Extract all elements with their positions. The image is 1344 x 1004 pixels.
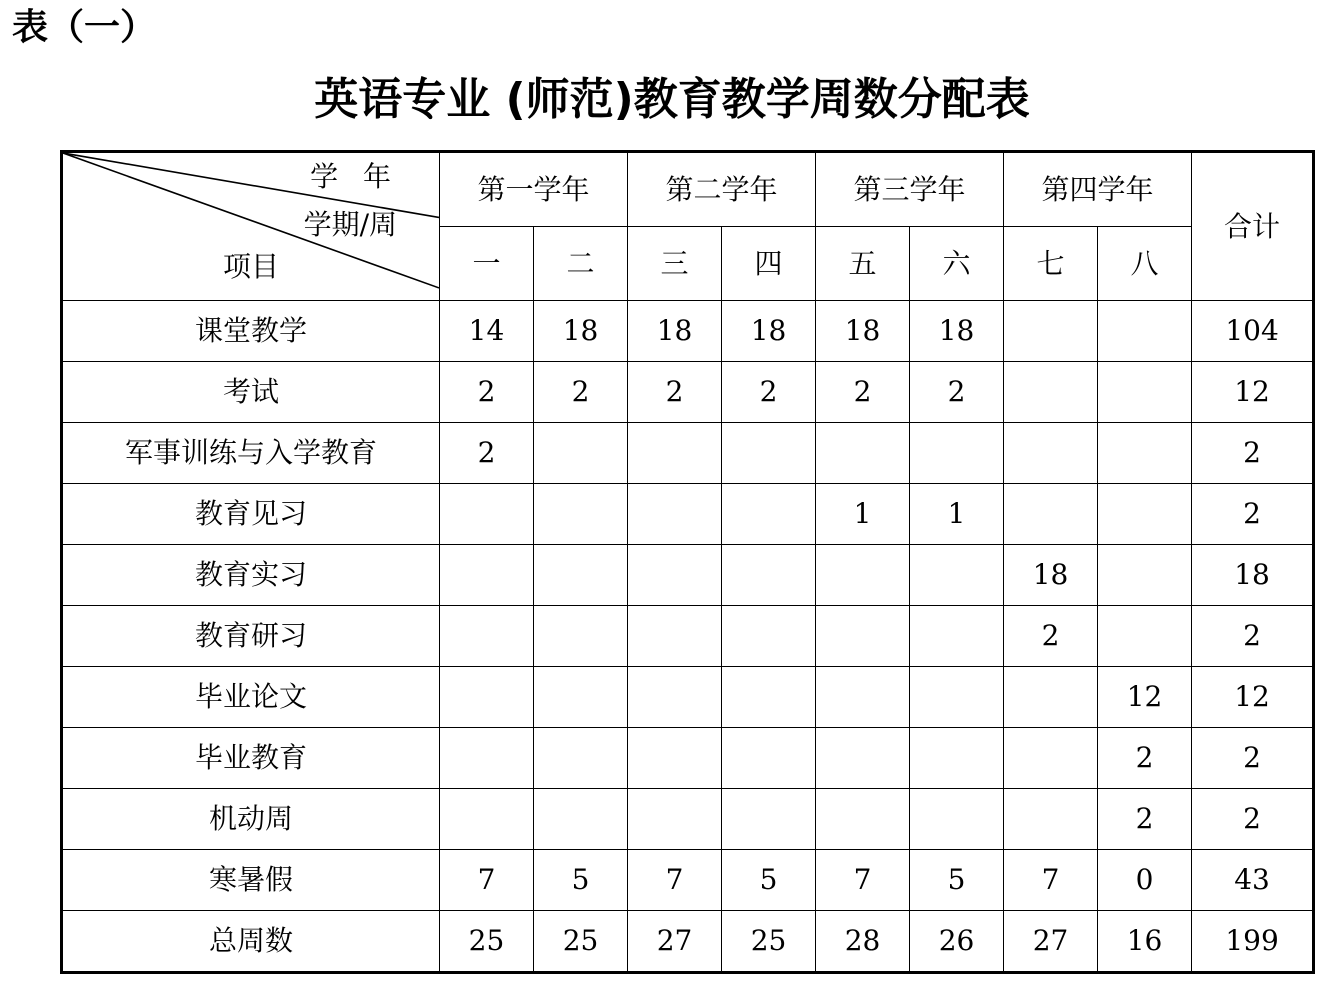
week-cell: 18 [910, 301, 1004, 362]
week-cell [628, 789, 722, 850]
week-cell [1098, 606, 1192, 667]
week-cell: 2 [722, 362, 816, 423]
week-cell [816, 423, 910, 484]
term-header: 二 [534, 227, 628, 301]
year-header: 第一学年 [440, 152, 628, 227]
row-label: 教育研习 [62, 606, 440, 667]
week-cell [910, 667, 1004, 728]
table-row [62, 423, 1314, 484]
term-header: 一 [440, 227, 534, 301]
week-cell [1004, 484, 1098, 545]
week-cell: 25 [440, 911, 534, 973]
week-cell [628, 667, 722, 728]
week-cell: 7 [1004, 850, 1098, 911]
week-cell: 2 [910, 362, 1004, 423]
week-cell [910, 728, 1004, 789]
week-cell: 26 [910, 911, 1004, 973]
week-cell: 27 [628, 911, 722, 973]
row-total-cell: 2 [1192, 728, 1314, 789]
week-cell [1004, 667, 1098, 728]
week-cell [628, 606, 722, 667]
week-cell [722, 423, 816, 484]
row-total-cell: 2 [1192, 606, 1314, 667]
week-cell: 25 [534, 911, 628, 973]
table-row [62, 911, 1314, 973]
corner-label-item: 项目 [223, 250, 280, 283]
week-cell [440, 484, 534, 545]
week-cell [628, 728, 722, 789]
row-label: 毕业教育 [62, 728, 440, 789]
week-cell [722, 484, 816, 545]
row-total-cell: 43 [1192, 850, 1314, 911]
corner-label-term: 学期/周 [303, 208, 397, 241]
week-cell [628, 545, 722, 606]
week-cell: 16 [1098, 911, 1192, 973]
week-cell: 0 [1098, 850, 1192, 911]
header-row-years [62, 152, 1314, 227]
week-cell: 2 [440, 362, 534, 423]
week-cell [1098, 545, 1192, 606]
week-cell [440, 667, 534, 728]
row-label: 课堂教学 [62, 301, 440, 362]
row-total-cell: 2 [1192, 484, 1314, 545]
week-cell [1098, 423, 1192, 484]
week-cell: 18 [628, 301, 722, 362]
week-cell [628, 484, 722, 545]
week-cell [440, 545, 534, 606]
week-cell [910, 789, 1004, 850]
term-header: 五 [816, 227, 910, 301]
week-cell: 5 [910, 850, 1004, 911]
row-label: 毕业论文 [62, 667, 440, 728]
week-cell: 12 [1098, 667, 1192, 728]
row-label: 教育见习 [62, 484, 440, 545]
week-cell [440, 789, 534, 850]
table-row [62, 484, 1314, 545]
week-cell [816, 606, 910, 667]
table-row [62, 362, 1314, 423]
week-cell [722, 728, 816, 789]
week-cell [1004, 728, 1098, 789]
week-cell [910, 423, 1004, 484]
week-cell [1098, 301, 1192, 362]
week-cell: 2 [534, 362, 628, 423]
week-cell: 2 [1098, 789, 1192, 850]
table-caption: 表（一） [12, 7, 157, 48]
week-cell [816, 667, 910, 728]
week-cell [1004, 362, 1098, 423]
row-total-cell: 199 [1192, 911, 1314, 973]
week-cell: 2 [628, 362, 722, 423]
page-title: 英语专业 (师范)教育教学周数分配表 [314, 74, 1030, 125]
week-cell: 1 [910, 484, 1004, 545]
row-label: 机动周 [62, 789, 440, 850]
week-cell [534, 667, 628, 728]
term-header: 七 [1004, 227, 1098, 301]
row-label: 教育实习 [62, 545, 440, 606]
week-cell [1098, 362, 1192, 423]
row-label: 总周数 [62, 911, 440, 973]
week-cell: 25 [722, 911, 816, 973]
week-cell: 2 [816, 362, 910, 423]
row-label: 寒暑假 [62, 850, 440, 911]
week-cell [910, 545, 1004, 606]
table-row [62, 667, 1314, 728]
week-cell: 7 [628, 850, 722, 911]
week-cell [628, 423, 722, 484]
table-row [62, 301, 1314, 362]
table-row [62, 728, 1314, 789]
week-cell: 7 [816, 850, 910, 911]
week-cell [816, 789, 910, 850]
week-cell [1098, 484, 1192, 545]
corner-header-cell [62, 152, 440, 301]
week-cell: 5 [534, 850, 628, 911]
table-row [62, 850, 1314, 911]
week-cell [1004, 789, 1098, 850]
year-header: 第四学年 [1004, 152, 1192, 227]
term-header: 四 [722, 227, 816, 301]
term-header: 八 [1098, 227, 1192, 301]
week-cell [816, 728, 910, 789]
week-cell: 2 [440, 423, 534, 484]
week-cell: 2 [1098, 728, 1192, 789]
year-header: 第二学年 [628, 152, 816, 227]
week-cell [722, 545, 816, 606]
week-cell [816, 545, 910, 606]
term-header: 六 [910, 227, 1004, 301]
row-total-cell: 18 [1192, 545, 1314, 606]
week-cell [722, 667, 816, 728]
year-header: 第三学年 [816, 152, 1004, 227]
week-cell [440, 606, 534, 667]
week-cell [534, 728, 628, 789]
week-cell: 18 [1004, 545, 1098, 606]
week-cell: 18 [816, 301, 910, 362]
table-row [62, 606, 1314, 667]
table-row [62, 545, 1314, 606]
week-cell [910, 606, 1004, 667]
weeks-allocation-table [60, 150, 1315, 974]
week-cell [534, 423, 628, 484]
week-cell [440, 728, 534, 789]
week-cell [722, 789, 816, 850]
corner-label-year: 学 年 [310, 160, 399, 193]
week-cell: 7 [440, 850, 534, 911]
week-cell: 27 [1004, 911, 1098, 973]
week-cell [1004, 423, 1098, 484]
term-header: 三 [628, 227, 722, 301]
week-cell [534, 545, 628, 606]
week-cell: 5 [722, 850, 816, 911]
row-label: 考试 [62, 362, 440, 423]
week-cell [722, 606, 816, 667]
week-cell: 28 [816, 911, 910, 973]
row-label: 军事训练与入学教育 [62, 423, 440, 484]
row-total-cell: 2 [1192, 423, 1314, 484]
week-cell [1004, 301, 1098, 362]
total-header: 合计 [1192, 152, 1314, 301]
week-cell [534, 484, 628, 545]
week-cell [534, 789, 628, 850]
row-total-cell: 12 [1192, 362, 1314, 423]
week-cell: 18 [534, 301, 628, 362]
week-cell: 18 [722, 301, 816, 362]
week-cell [534, 606, 628, 667]
row-total-cell: 12 [1192, 667, 1314, 728]
week-cell: 2 [1004, 606, 1098, 667]
row-total-cell: 2 [1192, 789, 1314, 850]
week-cell: 14 [440, 301, 534, 362]
week-cell: 1 [816, 484, 910, 545]
row-total-cell: 104 [1192, 301, 1314, 362]
table-row [62, 789, 1314, 850]
